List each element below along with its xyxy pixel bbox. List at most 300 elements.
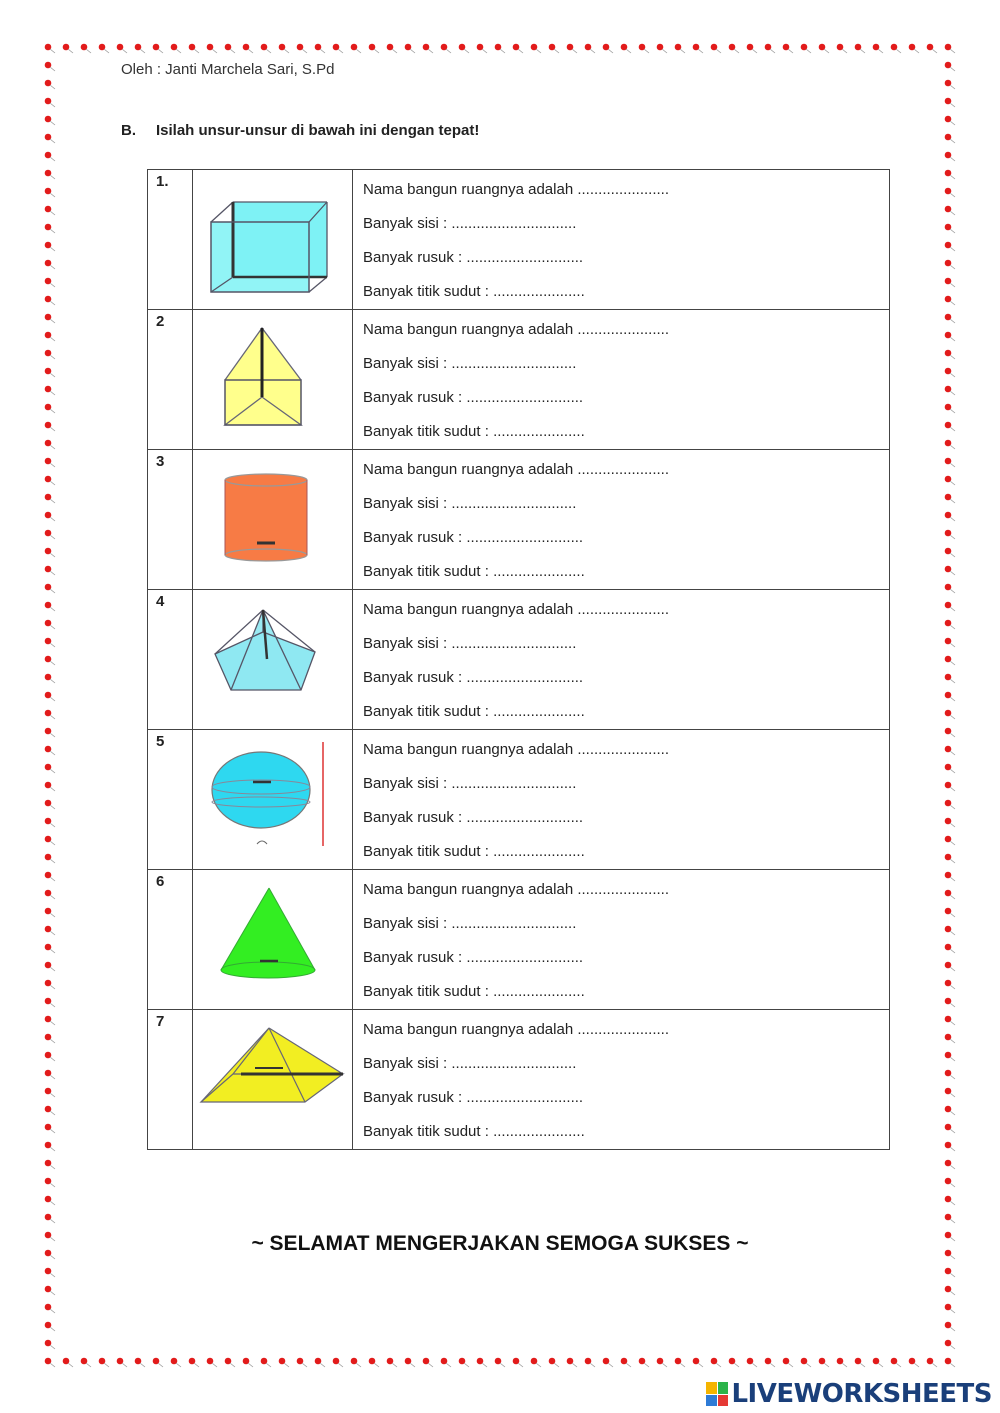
questions-cell — [353, 450, 890, 590]
border-stem — [50, 1273, 55, 1277]
row-number-cell — [148, 450, 193, 590]
border-stem — [50, 481, 55, 485]
table-row — [148, 450, 890, 590]
border-stem — [950, 337, 955, 341]
border-stem — [158, 1363, 163, 1367]
border-stem — [50, 841, 55, 845]
border-stem — [68, 49, 73, 53]
border-stem — [356, 49, 361, 53]
border-stem — [788, 1363, 793, 1367]
row-number-cell — [148, 170, 193, 310]
row-number-cell — [148, 1010, 193, 1150]
border-stem — [950, 1363, 955, 1367]
border-stem — [806, 49, 811, 53]
border-stem — [50, 1219, 55, 1223]
border-stem — [950, 463, 955, 467]
border-stem — [950, 247, 955, 251]
border-stem — [950, 625, 955, 629]
border-stem — [662, 49, 667, 53]
instruction-text: Isilah unsur-unsur di bawah ini dengan tepat! — [156, 122, 480, 139]
table-row — [148, 170, 890, 310]
border-stem — [50, 1309, 55, 1313]
border-stem — [50, 319, 55, 323]
border-stem — [86, 1363, 91, 1367]
border-stem — [374, 1363, 379, 1367]
border-stem — [284, 1363, 289, 1367]
border-stem — [50, 967, 55, 971]
border-stem — [950, 985, 955, 989]
border-stem — [50, 85, 55, 89]
border-stem — [518, 1363, 523, 1367]
question-edges[interactable]: Banyak rusuk : ............................ — [363, 529, 584, 546]
question-vertices[interactable]: Banyak titik sudut : ...................... — [363, 983, 585, 1000]
border-stem — [158, 49, 163, 53]
border-stem — [50, 463, 55, 467]
border-stem — [50, 103, 55, 107]
row-number: 7 — [156, 1013, 165, 1030]
sphere-icon — [193, 730, 351, 865]
border-stem — [428, 1363, 433, 1367]
question-faces[interactable]: Banyak sisi : .............................. — [363, 215, 577, 232]
border-stem — [734, 1363, 739, 1367]
border-stem — [878, 1363, 883, 1367]
border-stem — [302, 49, 307, 53]
border-stem — [716, 49, 721, 53]
border-stem — [752, 1363, 757, 1367]
border-stem — [950, 355, 955, 359]
border-stem — [644, 49, 649, 53]
border-stem — [950, 895, 955, 899]
border-stem — [50, 355, 55, 359]
border-stem — [50, 67, 55, 71]
border-stem — [950, 175, 955, 179]
border-stem — [950, 319, 955, 323]
border-stem — [140, 1363, 145, 1367]
question-vertices[interactable]: Banyak titik sudut : ...................... — [363, 843, 585, 860]
border-stem — [248, 1363, 253, 1367]
border-stem — [572, 49, 577, 53]
shape-image-cell — [193, 590, 353, 730]
border-stem — [50, 877, 55, 881]
border-stem — [950, 517, 955, 521]
border-stem — [50, 301, 55, 305]
border-stem — [518, 49, 523, 53]
border-stem — [50, 1093, 55, 1097]
border-stem — [194, 49, 199, 53]
row-number: 5 — [156, 733, 165, 750]
border-stem — [230, 49, 235, 53]
border-stem — [950, 661, 955, 665]
square-pyramid-icon — [193, 1010, 351, 1145]
question-vertices[interactable]: Banyak titik sudut : ...................... — [363, 1123, 585, 1140]
border-stem — [50, 769, 55, 773]
border-stem — [50, 499, 55, 503]
border-stem — [680, 1363, 685, 1367]
border-stem — [932, 1363, 937, 1367]
border-stem — [50, 211, 55, 215]
border-stem — [50, 193, 55, 197]
question-edges[interactable]: Banyak rusuk : ............................ — [363, 809, 584, 826]
border-stem — [212, 49, 217, 53]
logo-icon — [706, 1382, 728, 1406]
cone-icon — [193, 870, 351, 1005]
questions-cell — [353, 1010, 890, 1150]
border-stem — [86, 49, 91, 53]
border-stem — [950, 67, 955, 71]
border-stem — [50, 265, 55, 269]
border-stem — [770, 49, 775, 53]
border-stem — [950, 643, 955, 647]
border-stem — [392, 1363, 397, 1367]
border-stem — [824, 49, 829, 53]
border-stem — [50, 553, 55, 557]
border-stem — [752, 49, 757, 53]
shape-image-cell — [193, 1010, 353, 1150]
border-stem — [50, 391, 55, 395]
border-stem — [50, 949, 55, 953]
border-stem — [950, 931, 955, 935]
border-stem — [50, 985, 55, 989]
border-stem — [50, 913, 55, 917]
border-stem — [950, 1111, 955, 1115]
border-stem — [950, 1147, 955, 1151]
border-stem — [734, 49, 739, 53]
border-stem — [410, 1363, 415, 1367]
border-stem — [464, 1363, 469, 1367]
question-faces[interactable]: Banyak sisi : .............................. — [363, 775, 577, 792]
border-stem — [950, 121, 955, 125]
border-stem — [950, 1201, 955, 1205]
border-stem — [950, 409, 955, 413]
border-stem — [500, 49, 505, 53]
border-stem — [644, 1363, 649, 1367]
border-stem — [50, 895, 55, 899]
question-vertices[interactable]: Banyak titik sudut : ...................... — [363, 563, 585, 580]
row-number: 6 — [156, 873, 165, 890]
border-stem — [266, 49, 271, 53]
border-stem — [50, 1165, 55, 1169]
border-stem — [626, 49, 631, 53]
border-stem — [950, 265, 955, 269]
border-stem — [878, 49, 883, 53]
questions-cell — [353, 170, 890, 310]
border-stem — [392, 49, 397, 53]
border-stem — [50, 571, 55, 575]
question-faces[interactable]: Banyak sisi : .............................. — [363, 1055, 577, 1072]
border-stem — [950, 1183, 955, 1187]
border-stem — [212, 1363, 217, 1367]
cube-icon — [193, 170, 351, 305]
worksheet-table — [147, 169, 890, 1150]
border-stem — [824, 1363, 829, 1367]
border-stem — [950, 1039, 955, 1043]
border-stem — [50, 175, 55, 179]
border-stem — [950, 157, 955, 161]
questions-cell — [353, 730, 890, 870]
question-name[interactable]: Nama bangun ruangnya adalah ...................... — [363, 321, 670, 338]
border-stem — [950, 139, 955, 143]
row-number-cell — [148, 730, 193, 870]
border-stem — [50, 427, 55, 431]
border-stem — [104, 1363, 109, 1367]
border-stem — [50, 1345, 55, 1349]
border-stem — [50, 139, 55, 143]
row-number: 2 — [156, 313, 165, 330]
border-stem — [374, 49, 379, 53]
question-faces[interactable]: Banyak sisi : .............................. — [363, 355, 577, 372]
row-number: 1. — [156, 173, 169, 190]
border-stem — [50, 229, 55, 233]
border-stem — [446, 49, 451, 53]
border-stem — [320, 1363, 325, 1367]
question-name[interactable]: Nama bangun ruangnya adalah ...................... — [363, 601, 670, 618]
border-stem — [950, 85, 955, 89]
border-stem — [950, 1327, 955, 1331]
border-stem — [914, 1363, 919, 1367]
question-name[interactable]: Nama bangun ruangnya adalah ...................... — [363, 181, 670, 198]
border-stem — [50, 49, 55, 53]
logo-text: LIVEWORKSHEETS — [731, 1379, 992, 1409]
border-stem — [356, 1363, 361, 1367]
cylinder-icon — [193, 450, 351, 585]
border-stem — [50, 679, 55, 683]
border-stem — [482, 1363, 487, 1367]
border-stem — [860, 1363, 865, 1367]
border-stem — [68, 1363, 73, 1367]
border-stem — [950, 391, 955, 395]
border-stem — [176, 1363, 181, 1367]
border-stem — [950, 553, 955, 557]
border-stem — [950, 589, 955, 593]
border-stem — [50, 931, 55, 935]
border-stem — [842, 49, 847, 53]
question-faces[interactable]: Banyak sisi : .............................. — [363, 635, 577, 652]
border-stem — [50, 1111, 55, 1115]
border-stem — [338, 1363, 343, 1367]
table-row — [148, 870, 890, 1010]
border-stem — [950, 859, 955, 863]
border-stem — [950, 571, 955, 575]
border-stem — [482, 49, 487, 53]
row-number: 4 — [156, 593, 165, 610]
border-stem — [50, 373, 55, 377]
border-stem — [608, 1363, 613, 1367]
border-stem — [626, 1363, 631, 1367]
border-stem — [716, 1363, 721, 1367]
border-stem — [680, 49, 685, 53]
border-stem — [950, 1291, 955, 1295]
border-stem — [950, 607, 955, 611]
shape-image-cell — [193, 450, 353, 590]
border-stem — [554, 1363, 559, 1367]
border-stem — [50, 715, 55, 719]
border-stem — [50, 751, 55, 755]
shape-image-cell — [193, 730, 353, 870]
border-stem — [428, 49, 433, 53]
border-stem — [50, 1291, 55, 1295]
border-stem — [50, 859, 55, 863]
question-edges[interactable]: Banyak rusuk : ............................ — [363, 949, 584, 966]
border-stem — [50, 517, 55, 521]
border-stem — [230, 1363, 235, 1367]
question-edges[interactable]: Banyak rusuk : ............................ — [363, 1089, 584, 1106]
border-stem — [50, 157, 55, 161]
border-stem — [338, 49, 343, 53]
border-stem — [950, 1219, 955, 1223]
border-stem — [806, 1363, 811, 1367]
pentagonal-pyramid-icon — [193, 590, 351, 725]
border-stem — [50, 1201, 55, 1205]
border-stem — [950, 787, 955, 791]
border-stem — [950, 373, 955, 377]
border-stem — [284, 49, 289, 53]
border-stem — [104, 49, 109, 53]
border-stem — [266, 1363, 271, 1367]
border-stem — [50, 1363, 55, 1367]
border-stem — [950, 499, 955, 503]
question-vertices[interactable]: Banyak titik sudut : ...................... — [363, 283, 585, 300]
border-stem — [950, 445, 955, 449]
border-stem — [464, 49, 469, 53]
triangular-prism-icon — [193, 310, 351, 445]
border-stem — [950, 193, 955, 197]
table-row — [148, 590, 890, 730]
border-stem — [410, 49, 415, 53]
shape-image-cell — [193, 310, 353, 450]
border-stem — [50, 1057, 55, 1061]
border-stem — [950, 751, 955, 755]
border-stem — [590, 49, 595, 53]
border-stem — [590, 1363, 595, 1367]
border-stem — [860, 49, 865, 53]
shape-image-cell — [193, 170, 353, 310]
question-name[interactable]: Nama bangun ruangnya adalah ...................... — [363, 881, 670, 898]
border-stem — [770, 1363, 775, 1367]
question-edges[interactable]: Banyak rusuk : ............................ — [363, 249, 584, 266]
border-stem — [140, 49, 145, 53]
border-stem — [950, 715, 955, 719]
question-name[interactable]: Nama bangun ruangnya adalah ...................... — [363, 461, 670, 478]
border-stem — [698, 1363, 703, 1367]
border-stem — [50, 823, 55, 827]
border-stem — [50, 661, 55, 665]
border-stem — [896, 49, 901, 53]
border-stem — [50, 733, 55, 737]
border-stem — [50, 283, 55, 287]
border-stem — [950, 535, 955, 539]
border-stem — [950, 1309, 955, 1313]
border-stem — [302, 1363, 307, 1367]
border-stem — [122, 49, 127, 53]
border-stem — [50, 787, 55, 791]
table-row — [148, 1010, 890, 1150]
border-stem — [554, 49, 559, 53]
instruction-number: B. — [121, 122, 136, 139]
questions-cell — [353, 870, 890, 1010]
border-stem — [50, 1003, 55, 1007]
row-number: 3 — [156, 453, 165, 470]
border-stem — [50, 805, 55, 809]
border-stem — [50, 1147, 55, 1151]
question-faces[interactable]: Banyak sisi : .............................. — [363, 495, 577, 512]
border-stem — [50, 589, 55, 593]
question-name[interactable]: Nama bangun ruangnya adalah ...................... — [363, 741, 670, 758]
row-number-cell — [148, 590, 193, 730]
question-faces[interactable]: Banyak sisi : .............................. — [363, 915, 577, 932]
instruction — [121, 122, 479, 139]
row-number-cell — [148, 870, 193, 1010]
border-stem — [950, 913, 955, 917]
border-stem — [950, 283, 955, 287]
border-stem — [950, 427, 955, 431]
border-stem — [50, 625, 55, 629]
border-stem — [50, 1129, 55, 1133]
border-stem — [950, 733, 955, 737]
border-stem — [950, 1057, 955, 1061]
border-stem — [896, 1363, 901, 1367]
border-stem — [50, 1075, 55, 1079]
border-stem — [950, 949, 955, 953]
border-stem — [572, 1363, 577, 1367]
border-stem — [50, 1183, 55, 1187]
question-name[interactable]: Nama bangun ruangnya adalah ...................... — [363, 1021, 670, 1038]
question-vertices[interactable]: Banyak titik sudut : ...................... — [363, 423, 585, 440]
border-stem — [950, 49, 955, 53]
border-stem — [50, 1327, 55, 1331]
border-stem — [788, 49, 793, 53]
border-stem — [950, 1093, 955, 1097]
question-vertices[interactable]: Banyak titik sudut : ...................... — [363, 703, 585, 720]
table-row — [148, 310, 890, 450]
border-stem — [950, 967, 955, 971]
border-stem — [536, 1363, 541, 1367]
border-stem — [50, 643, 55, 647]
border-stem — [932, 49, 937, 53]
border-stem — [950, 877, 955, 881]
border-stem — [950, 211, 955, 215]
border-stem — [950, 769, 955, 773]
border-stem — [950, 805, 955, 809]
question-edges[interactable]: Banyak rusuk : ............................ — [363, 669, 584, 686]
border-stem — [950, 823, 955, 827]
border-stem — [698, 49, 703, 53]
border-stem — [50, 607, 55, 611]
border-stem — [950, 1165, 955, 1169]
border-stem — [50, 445, 55, 449]
border-stem — [914, 49, 919, 53]
border-stem — [446, 1363, 451, 1367]
question-edges[interactable]: Banyak rusuk : ............................ — [363, 389, 584, 406]
border-stem — [50, 1039, 55, 1043]
border-stem — [950, 103, 955, 107]
border-stem — [176, 49, 181, 53]
border-stem — [500, 1363, 505, 1367]
border-stem — [50, 337, 55, 341]
border-stem — [950, 1129, 955, 1133]
border-stem — [950, 679, 955, 683]
border-stem — [194, 1363, 199, 1367]
questions-cell — [353, 590, 890, 730]
border-stem — [248, 49, 253, 53]
border-stem — [122, 1363, 127, 1367]
border-stem — [50, 535, 55, 539]
border-stem — [662, 1363, 667, 1367]
border-stem — [950, 1021, 955, 1025]
shape-image-cell — [193, 870, 353, 1010]
questions-cell — [353, 310, 890, 450]
border-stem — [950, 697, 955, 701]
border-stem — [950, 1003, 955, 1007]
